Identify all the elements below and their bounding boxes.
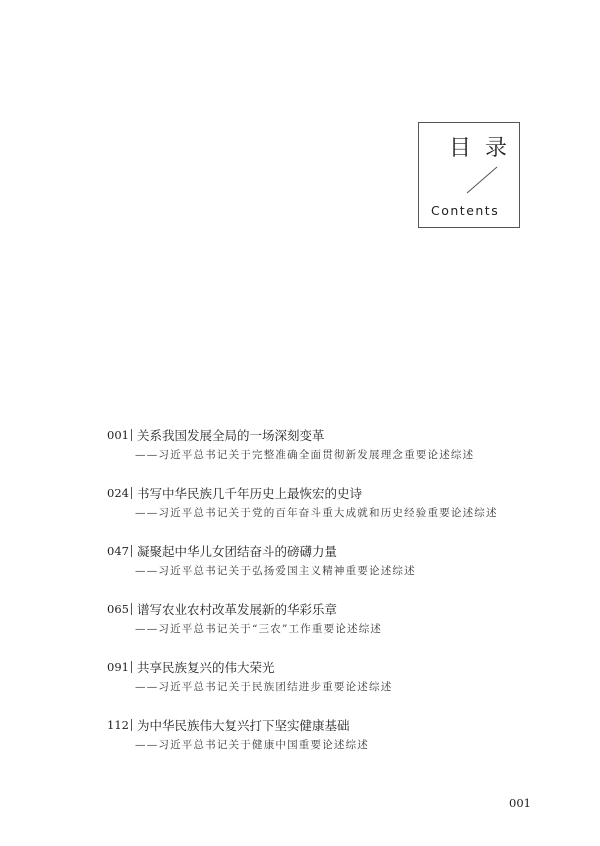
toc-separator	[131, 719, 132, 731]
toc-entry[interactable]	[107, 715, 547, 773]
contents-title-cn: 目录	[449, 136, 522, 161]
toc-entry-title[interactable]: 谱写农业农村改革发展新的华彩乐章	[137, 602, 338, 617]
toc-entry-title[interactable]: 凝聚起中华儿女团结奋斗的磅礴力量	[137, 544, 338, 559]
toc-entry-page: 112	[107, 718, 129, 732]
contents-heading-box	[418, 122, 520, 228]
contents-title-en: Contents	[431, 203, 500, 218]
table-of-contents	[107, 425, 547, 773]
toc-entry-page: 091	[107, 660, 129, 674]
page-number: 001	[509, 796, 531, 810]
toc-entry[interactable]	[107, 599, 547, 657]
toc-entry-page: 024	[107, 486, 129, 500]
toc-separator	[131, 429, 132, 441]
toc-entry[interactable]	[107, 483, 547, 541]
toc-entry-title[interactable]: 为中华民族伟大复兴打下坚实健康基础	[137, 718, 350, 733]
toc-entry[interactable]	[107, 425, 547, 483]
toc-entry-subtitle: ——习近平总书记关于“三农”工作重要论述综述	[135, 623, 383, 635]
toc-entry-subtitle: ——习近平总书记关于弘扬爱国主义精神重要论述综述	[135, 565, 416, 577]
toc-separator	[131, 545, 132, 557]
toc-entry-page: 001	[107, 428, 129, 442]
toc-entry-subtitle: ——习近平总书记关于完整准确全面贯彻新发展理念重要论述综述	[135, 449, 475, 461]
toc-entry-title[interactable]: 书写中华民族几千年历史上最恢宏的史诗	[137, 486, 363, 501]
toc-entry-subtitle: ——习近平总书记关于民族团结进步重要论述综述	[135, 681, 393, 693]
toc-separator	[131, 603, 132, 615]
toc-entry-title[interactable]: 共享民族复兴的伟大荣光	[137, 660, 275, 675]
toc-entry-page: 047	[107, 544, 129, 558]
toc-entry-title[interactable]: 关系我国发展全局的一场深刻变革	[137, 428, 325, 443]
toc-entry-subtitle: ——习近平总书记关于健康中国重要论述综述	[135, 739, 369, 751]
toc-entry[interactable]	[107, 541, 547, 599]
toc-separator	[131, 487, 132, 499]
toc-entry[interactable]	[107, 657, 547, 715]
toc-separator	[131, 661, 132, 673]
toc-entry-page: 065	[107, 602, 129, 616]
toc-entry-subtitle: ——习近平总书记关于党的百年奋斗重大成就和历史经验重要论述综述	[135, 507, 498, 519]
